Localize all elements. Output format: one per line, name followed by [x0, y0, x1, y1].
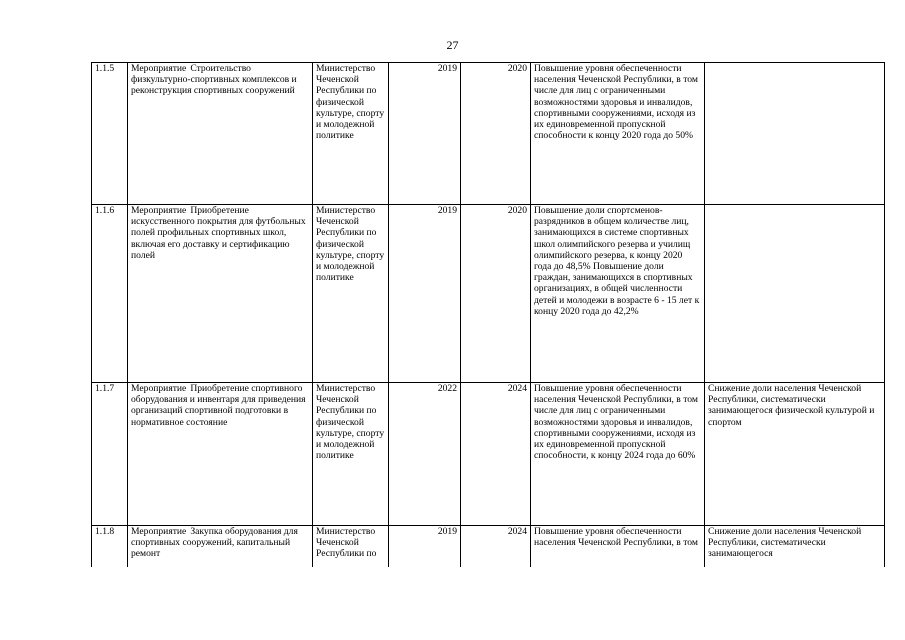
consequence: [705, 63, 885, 205]
consequence: Снижение доли населения Чеченской Республики, систематически занимающегося физической культурой и спортом: [705, 383, 885, 526]
activity-name: Приобретение спортивного оборудования и инвентаря для приведения организаций спортивной подготовки в нормативное состояние: [131, 383, 306, 428]
activity-prefix: Мероприятие: [131, 63, 187, 74]
activity-prefix: Мероприятие: [131, 526, 187, 537]
activity-name: Приобретение искусственного покрытия для футбольных полей профильных спортивных школ, включая его доставку и сертификацию полей: [131, 205, 306, 261]
executor: Министерство Чеченской Республики по: [313, 526, 389, 568]
table-row: [92, 63, 885, 205]
expected-result: Повышение доли спортсменов-разрядников в общем количестве лиц, занимающихся в системе спортивных школ олимпийского резерва и училищ олимпийского резерва, к концу 2020 года до 48,5% Повышение доли граждан, занимающихся в спортивных организациях, в общей численности детей и молодежи в возрасте 6 - 15 лет к концу 2020 года до 42,2%: [531, 205, 705, 383]
activity-name-cell: [128, 205, 313, 383]
page-number: 27: [446, 38, 459, 52]
executor: Министерство Чеченской Республики по физической культуре, спорту и молодежной политике: [313, 63, 389, 205]
executor: Министерство Чеченской Республики по физической культуре, спорту и молодежной политике: [313, 205, 389, 383]
year-start: 2019: [389, 205, 461, 383]
year-end: 2024: [461, 383, 531, 526]
activity-name-cell: [128, 383, 313, 526]
row-number: 1.1.8: [92, 526, 128, 568]
activity-name-cell: [128, 63, 313, 205]
table-row: [92, 383, 885, 526]
executor: Министерство Чеченской Республики по физической культуре, спорту и молодежной политике: [313, 383, 389, 526]
table-row: [92, 526, 885, 568]
expected-result: Повышение уровня обеспеченности населения Чеченской Республики, в том числе для лиц с ограниченными возможностями здоровья и инвалидов, спортивными сооружениями, исходя из их единовременной пропускной способности к концу 2020 года до 50%: [531, 63, 705, 205]
year-start: 2022: [389, 383, 461, 526]
year-start: 2019: [389, 526, 461, 568]
activity-name: Закупка оборудования для спортивных сооружений, капитальный ремонт: [131, 526, 298, 560]
consequence: Снижение доли населения Чеченской Республики, систематически занимающегося: [705, 526, 885, 568]
year-end: 2024: [461, 526, 531, 568]
activity-prefix: Мероприятие: [131, 383, 187, 394]
year-end: 2020: [461, 63, 531, 205]
year-end: 2020: [461, 205, 531, 383]
activities-table: [91, 62, 885, 567]
table-row: [92, 205, 885, 383]
consequence: [705, 205, 885, 383]
row-number: 1.1.6: [92, 205, 128, 383]
row-number: 1.1.7: [92, 383, 128, 526]
activity-prefix: Мероприятие: [131, 205, 187, 216]
activity-name: Строительство физкультурно-спортивных комплексов и реконструкция спортивных сооружений: [131, 63, 297, 97]
expected-result: Повышение уровня обеспеченности населения Чеченской Республики, в том: [531, 526, 705, 568]
activity-name-cell: [128, 526, 313, 568]
row-number: 1.1.5: [92, 63, 128, 205]
expected-result: Повышение уровня обеспеченности населения Чеченской Республики, в том числе для лиц с ограниченными возможностями здоровья и инвалидов, спортивными сооружениями, исходя из их единовременной пропускной способности, к концу 2024 года до 60%: [531, 383, 705, 526]
year-start: 2019: [389, 63, 461, 205]
